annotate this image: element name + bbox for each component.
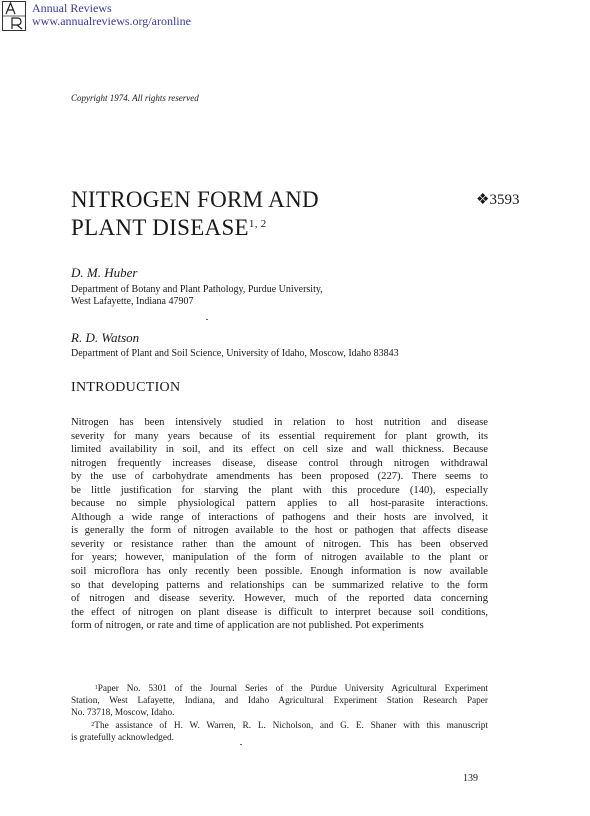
body-line: be little justification for starving the plant with this procedure (140), especially — [71, 484, 488, 496]
footnote-text: Paper No. 5301 of the Journal Series of the Purdue University Agricultural Experiment — [97, 684, 488, 694]
scan-speck — [240, 744, 242, 745]
body-line: Although a wide range of interactions of pathogens and their hosts are involved, it — [71, 511, 488, 523]
footnote-mark: 1 — [94, 685, 98, 691]
article-title-line-1: NITROGEN FORM AND — [71, 187, 319, 212]
author-name: R. D. Watson — [71, 330, 140, 345]
scan-speck — [206, 319, 208, 320]
author-affiliation: Department of Plant and Soil Science, University of Idaho, Moscow, Idaho 83843 — [71, 348, 399, 359]
body-line: severity for many years because of its essential requirement for plant growth, its — [71, 430, 488, 442]
footnote-2 — [71, 720, 488, 744]
body-line: form of nitrogen, or rate and time of application are not published. Pot experiments — [71, 620, 424, 632]
body-line: soil microflora has only recently been possible. Enough information is now available — [71, 566, 488, 578]
footnote-line — [71, 683, 488, 695]
body-line: so that developing patterns and relationships can be summarized relative to the form — [71, 579, 488, 591]
body-line: severity or resistance rather than the amount of nitrogen. This has been observed — [71, 538, 488, 550]
footnote-mark: 2 — [91, 722, 95, 728]
author-name: D. M. Huber — [71, 265, 138, 280]
ar-logo-icon — [2, 1, 26, 31]
body-line: Nitrogen has been intensively studied in relation to host nutrition and disease — [71, 417, 488, 428]
footnote-line: is gratefully acknowledged. — [71, 733, 175, 743]
title-footnote-marks[interactable]: 1, 2 — [248, 218, 267, 230]
copyright-notice: Copyright 1974. All rights reserved — [71, 93, 199, 103]
section-heading: INTRODUCTION — [71, 380, 181, 395]
article-title-text: PLANT DISEASE — [71, 215, 249, 240]
footnote-1 — [71, 683, 488, 719]
body-line: is generally the form of nitrogen available to the host or pathogen that affects disease — [71, 525, 488, 537]
body-line: of nitrogen and disease severity. However, much of the reported data concerning — [71, 593, 488, 605]
footnote-text: The assistance of H. W. Warren, R. L. Nicholson, and G. E. Shaner with this manuscript — [94, 721, 488, 731]
catalog-number: ❖3593 — [476, 192, 520, 208]
body-line: limited availability in soil, and its effect on cell size and wall thickness. Because — [71, 444, 488, 456]
publisher-url[interactable]: www.annualreviews.org/aronline — [32, 14, 191, 28]
footnote-line: No. 73718, Moscow, Idaho. — [71, 708, 175, 718]
author-affiliation: Department of Botany and Plant Pathology, Purdue University, — [71, 284, 323, 295]
body-line: the effect of nitrogen on plant disease is difficult to interpret because soil conditions, — [71, 606, 488, 618]
publisher-name[interactable]: Annual Reviews — [32, 1, 112, 15]
page-number: 139 — [463, 773, 478, 784]
body-line: by the use of carbohydrate amendments has been proposed (227). There seems to — [71, 471, 488, 483]
body-line: nitrogen frequently increases disease, disease control through nitrogen withdrawal — [71, 457, 488, 469]
footnote-line — [71, 720, 488, 732]
author-affiliation: West Lafayette, Indiana 47907 — [71, 296, 194, 307]
annual-reviews-logo — [2, 1, 26, 31]
body-line: because no simple physiological pattern applies to all host-parasite interactions. — [71, 498, 488, 510]
footnote-line: Station, West Lafayette, Indiana, and Idaho Agricultural Experiment Station Research Paper — [71, 696, 488, 706]
article-title-line-2 — [71, 215, 267, 241]
body-line: for years; however, manipulation of the form of nitrogen available to the plant or — [71, 552, 488, 564]
body-paragraph — [71, 416, 488, 633]
